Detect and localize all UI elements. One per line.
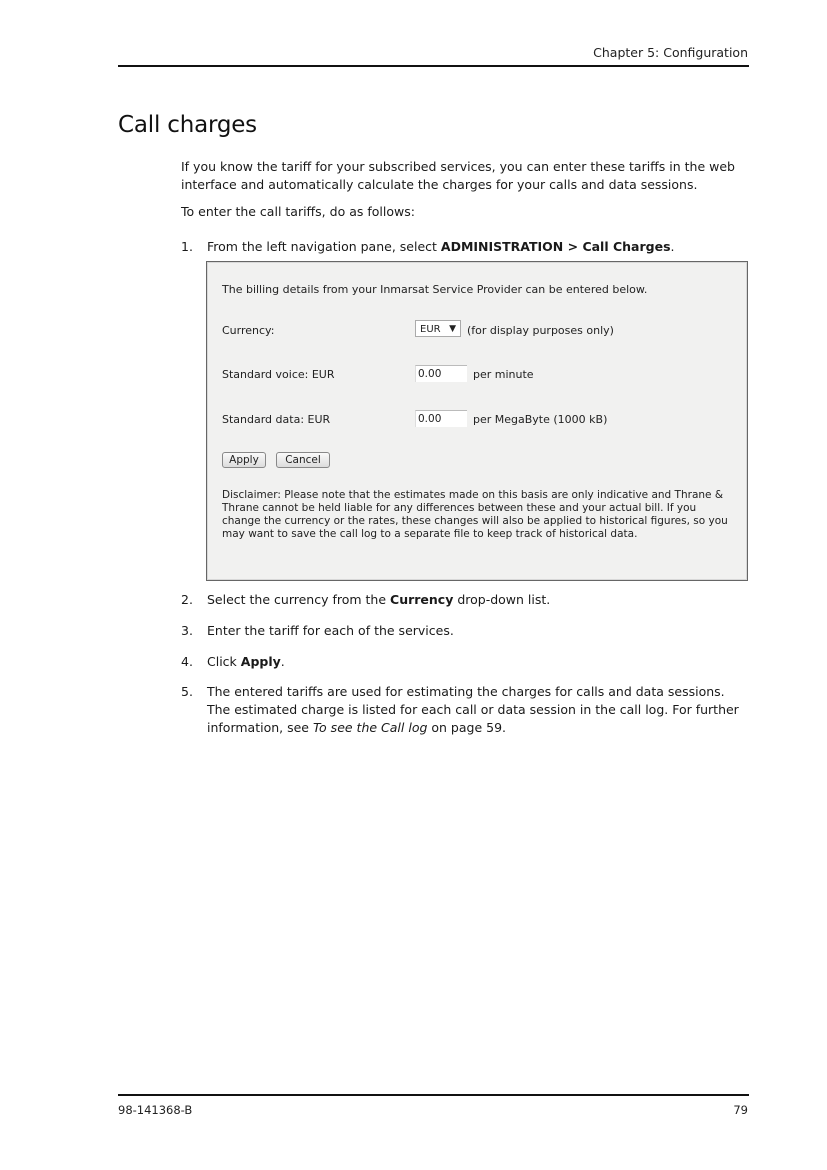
document-number: 98-141368-B <box>118 1103 193 1117</box>
header-rule <box>118 65 749 67</box>
step-text-end: drop-down list. <box>453 592 551 607</box>
disclaimer-text: Disclaimer: Please note that the estimates made on this basis are only indicative and Thrane & Thrane cannot be held liable for any differences between these and your actual bill. If you change the currency or the rates, these changes will also be applied to historical figures, so you may want to save the call log to a separate file to keep track of historical data. <box>222 489 728 540</box>
chevron-down-icon: ▼ <box>449 324 456 334</box>
step-text-end: . <box>280 654 285 669</box>
intro-instruction: To enter the call tariffs, do as follows: <box>181 204 415 219</box>
step-number: 1. <box>181 239 193 254</box>
field-name: Currency <box>390 592 454 607</box>
menu-path: ADMINISTRATION > Call Charges <box>440 239 671 254</box>
button-name: Apply <box>240 654 281 669</box>
step-number: 5. <box>181 684 193 699</box>
step-text-end: on page 59. <box>427 720 506 735</box>
cancel-button[interactable]: Cancel <box>276 452 330 468</box>
step-text: Select the currency from the <box>207 592 391 607</box>
data-label: Standard data: EUR <box>222 413 331 426</box>
data-tariff-input[interactable]: 0.00 <box>415 410 467 427</box>
currency-select[interactable] <box>415 320 461 337</box>
step-1 <box>181 238 741 256</box>
step-text: Enter the tariff for each of the services. <box>207 623 454 638</box>
step-2 <box>181 591 741 609</box>
chapter-header: Chapter 5: Configuration <box>593 45 748 60</box>
panel-intro: The billing details from your Inmarsat Service Provider can be entered below. <box>222 283 648 296</box>
footer-rule <box>118 1094 749 1096</box>
step-text: Click <box>207 654 241 669</box>
voice-tariff-input[interactable]: 0.00 <box>415 365 467 382</box>
step-3 <box>181 622 741 640</box>
currency-note: (for display purposes only) <box>467 324 614 337</box>
apply-button[interactable]: Apply <box>222 452 266 468</box>
voice-unit: per minute <box>473 368 534 381</box>
currency-label: Currency: <box>222 324 275 337</box>
data-unit: per MegaByte (1000 kB) <box>473 413 608 426</box>
intro-paragraph: If you know the tariff for your subscribed services, you can enter these tariffs in the web interface and automatically calculate the charges for your calls and data sessions. <box>181 159 735 192</box>
step-number: 3. <box>181 623 193 638</box>
step-5 <box>181 683 741 737</box>
step-text-end: . <box>670 239 675 254</box>
step-number: 2. <box>181 592 193 607</box>
page-title: Call charges <box>118 112 257 138</box>
step-text: The entered tariffs are used for estimating the charges for calls and data sessions. The estimated charge is listed for each call or data session in the call log. For further information, see <box>207 684 739 735</box>
step-text: From the left navigation pane, select <box>207 239 441 254</box>
cross-reference: To see the Call log <box>312 720 428 735</box>
call-charges-panel <box>206 261 748 581</box>
step-4 <box>181 653 741 671</box>
currency-value: EUR <box>420 324 441 335</box>
voice-label: Standard voice: EUR <box>222 368 335 381</box>
step-number: 4. <box>181 654 193 669</box>
page-number: 79 <box>733 1103 748 1117</box>
